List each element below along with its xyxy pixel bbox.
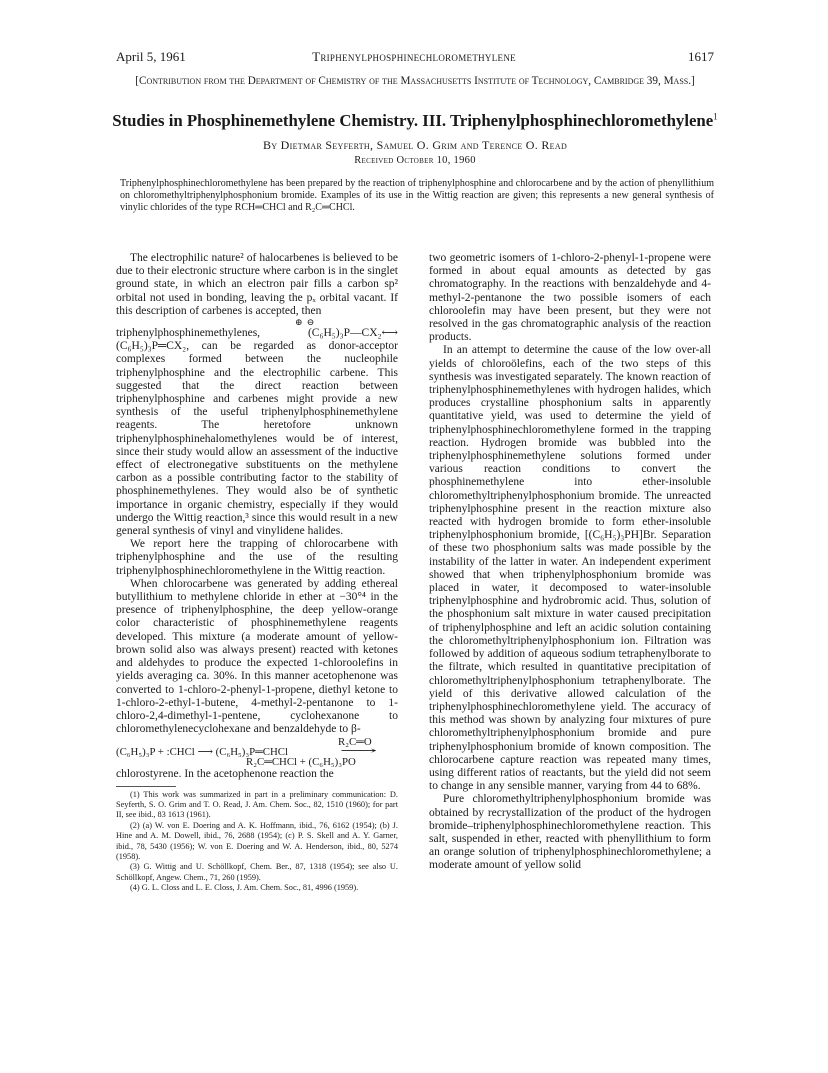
- equation-arrow: ⟶: [340, 745, 378, 758]
- received-date: Received October 10, 1960: [354, 155, 476, 166]
- page-number: 1617: [688, 49, 714, 64]
- left-paragraph-1b: triphenylphosphinemethylenes, (C₆H₅)₃P—CX₂⟷ (C₆H₅)₃P═CX₂, can be regarded as donor-acceptor complexes formed between the nucleophile triphenylphosphine and the electrophilic carbene. This suggested that the direct reaction between triphenylphosphine and carbenes might provide a new synthesis of the useful triphenylphosphinemethylene reagents. The heretofore unknown triphenylphosphinehalomethylenes would be of interest, since their study would allow an assessment of the inductive effect of electronegative substituents on the methylene carbon as a possible contributing factor to the stability of phosphinemethylenes. They would also be of synthetic importance in organic chemistry, especially if they would undergo the Wittig reaction,³ since this would result in a new general synthesis of vinyl and vinylidene halides.: [116, 327, 398, 538]
- footnote-2: (2) (a) W. von E. Doering and A. K. Hoffmann, ibid., 76, 6162 (1954); (b) J. Hine and A. M. Dowell, ibid., 76, 2688 (1954); (c) P. S. Skell and A. Y. Garner, ibid., 78, 5430 (1956); W. von E. Doering and W. A. Henderson, ibid., 80, 5274 (1958).: [116, 820, 398, 861]
- equation-reactants: (C₆H₅)₃P + :CHCl ⟶ (C₆H₅)₃P═CHCl: [116, 746, 288, 759]
- equation-products: R₂C═CHCl + (C₆H₅)₃PO: [246, 756, 356, 769]
- footnote-4: (4) G. L. Closs and L. E. Closs, J. Am. Chem. Soc., 81, 4996 (1959).: [130, 883, 359, 893]
- article-title-text: Studies in Phosphinemethylene Chemistry. III. Triphenylphosphinechloromethylene: [112, 111, 714, 130]
- left-paragraph-1a: The electrophilic nature² of halocarbenes is believed to be due to their electronic structure where carbon is in the singlet ground state, in which an electron pair fills a carbon sp² orbital not used in bonding, leaving the pₓ orbital vacant. If this description of carbenes is accepted, then: [116, 252, 398, 317]
- charge-markers: ⊕ ⊖: [295, 317, 316, 328]
- right-paragraph-1: two geometric isomers of 1-chloro-2-phenyl-1-propene were formed in about equal amounts as detected by gas chromatography. In the reactions with benzaldehyde and 4-methyl-2-pentanone the two possible isomers of each chloroolefin may have been present, but they were not resolved in the gas chromatographic analysis of the reaction products.: [429, 252, 711, 344]
- left-paragraph-4: chlorostyrene. In the acetophenone reaction the: [116, 768, 334, 781]
- title-footnote-mark: 1: [713, 111, 718, 122]
- left-column: [116, 252, 398, 894]
- footnote-divider: [116, 786, 176, 787]
- contribution-line: [Contribution from the Department of Chemistry of the Massachusetts Institute of Technology, Cambridge 39, Mass.]: [135, 75, 695, 87]
- right-paragraph-2: In an attempt to determine the cause of the low over-all yields of chloroölefins, each of the two steps of this synthesis was investigated separately. The known reaction of triphenylphosphinemethylenes with hydrogen halides, which produces crystalline phosphonium salts in apparently quantitative yield, was used to determine the yield of triphenylphosphinechloromethylene formed in the trapping reaction. Hydrogen bromide was bubbled into the triphenylphosphinemethylene solutions formed under various reaction conditions to convert the phosphinemethylene into ether-insoluble chloromethyltriphenylphosphonium bromide. The unreacted triphenylphosphine present in the reaction mixture also reacted with hydrogen bromide to form ether-insoluble triphenylphosphonium bromide, [(C₆H₅)₃PH]Br. Separation of these two phosphonium salts was made possible by the instability of the latter in water. An independent experiment showed that when triphenylphosphonium bromide was placed in water, it decomposed to water-insoluble triphenylphosphine and hydrobromic acid. Thus, solution of the phosphonium salt mixture in water caused precipitation of triphenylphosphine and left an acidic solution containing the chloromethyltriphenylphosphonium ion. Filtration was followed by addition of aqueous sodium tetraphenylborate to the filtrate, which resulted in quantitative precipitation of chloromethyltriphenylphosphonium tetraphenylborate. The yield of this derivative allowed calculation of the triphenylphosphinechloromethylene yield. The accuracy of this method was shown by analyzing four mixtures of pure chloromethyltriphenylphosphonium bromide and pure triphenylphosphonium bromide of known composition. The chlorocarbene capture reaction was repeated many times, using different ratios of reactants, but the yield did not seem to change in any sensible manner, varying from 44 to 68%.: [429, 344, 711, 793]
- left-paragraph-2: We report here the trapping of chlorocarbene with triphenylphosphine and the use of the resulting triphenylphosphinechloromethylene in the Wittig reaction.: [116, 538, 398, 577]
- equation-reagent: R₂C═O: [338, 736, 372, 749]
- footnote-1: (1) This work was summarized in part in a preliminary communication: D. Seyferth, S. O. Grim and T. O. Read, J. Am. Chem. Soc., 82, 1510 (1960); for part II, see ibid., 83 1613 (1961).: [116, 789, 398, 820]
- running-title: Triphenylphosphinechloromethylene: [312, 49, 516, 64]
- right-column: [429, 252, 711, 873]
- header-date: April 5, 1961: [116, 49, 186, 64]
- left-paragraph-3: When chlorocarbene was generated by adding ethereal butyllithium to methylene chloride in ether at −30°⁴ in the presence of triphenylphosphine, the deep yellow-orange color characteristic of phosphinemethylene reagents developed. This mixture (a moderate amount of yellow-brown solid also was always present) reacted with ketones and aldehydes to produce the expected 1-chloroolefins in yields averaging ca. 30%. In this manner acetophenone was converted to 1-chloro-2-phenyl-1-propene, diethyl ketone to 1-chloro-2-ethyl-1-butene, 4-methyl-2-pentanone to 1-chloro-2,4-dimethyl-1-pentene, cyclohexanone to chloromethylenecyclohexane and benzaldehyde to β-: [116, 577, 398, 736]
- footnote-3: (3) G. Wittig and U. Schöllkopf, Chem. Ber., 87, 1318 (1954); see also U. Schöllkopf, Angew. Chem., 71, 260 (1959).: [116, 862, 398, 882]
- author-line: By Dietmar Seyferth, Samuel O. Grim and Terence O. Read: [262, 138, 568, 152]
- reaction-equation: [116, 737, 398, 767]
- right-paragraph-3: Pure chloromethyltriphenylphosphonium bromide was obtained by recrystallization of the product of the hydrogen bromide–triphenylphosphinechloromethylene reaction. This salt, suspended in ether, reacted with phenyllithium to form an orange solution of triphenylphosphinechloromethylene; a moderate amount of yellow solid: [429, 793, 711, 872]
- article-title: [100, 111, 730, 131]
- abstract: Triphenylphosphinechloromethylene has been prepared by the reaction of triphenylphosphine and chlorocarbene and by the action of phenyllithium on chloromethyltriphenylphosphonium bromide. Examples of its use in the Wittig reaction are given; this represents a new general synthesis of vinylic chlorides of the type RCH═CHCl and R₂C═CHCl.: [120, 178, 714, 214]
